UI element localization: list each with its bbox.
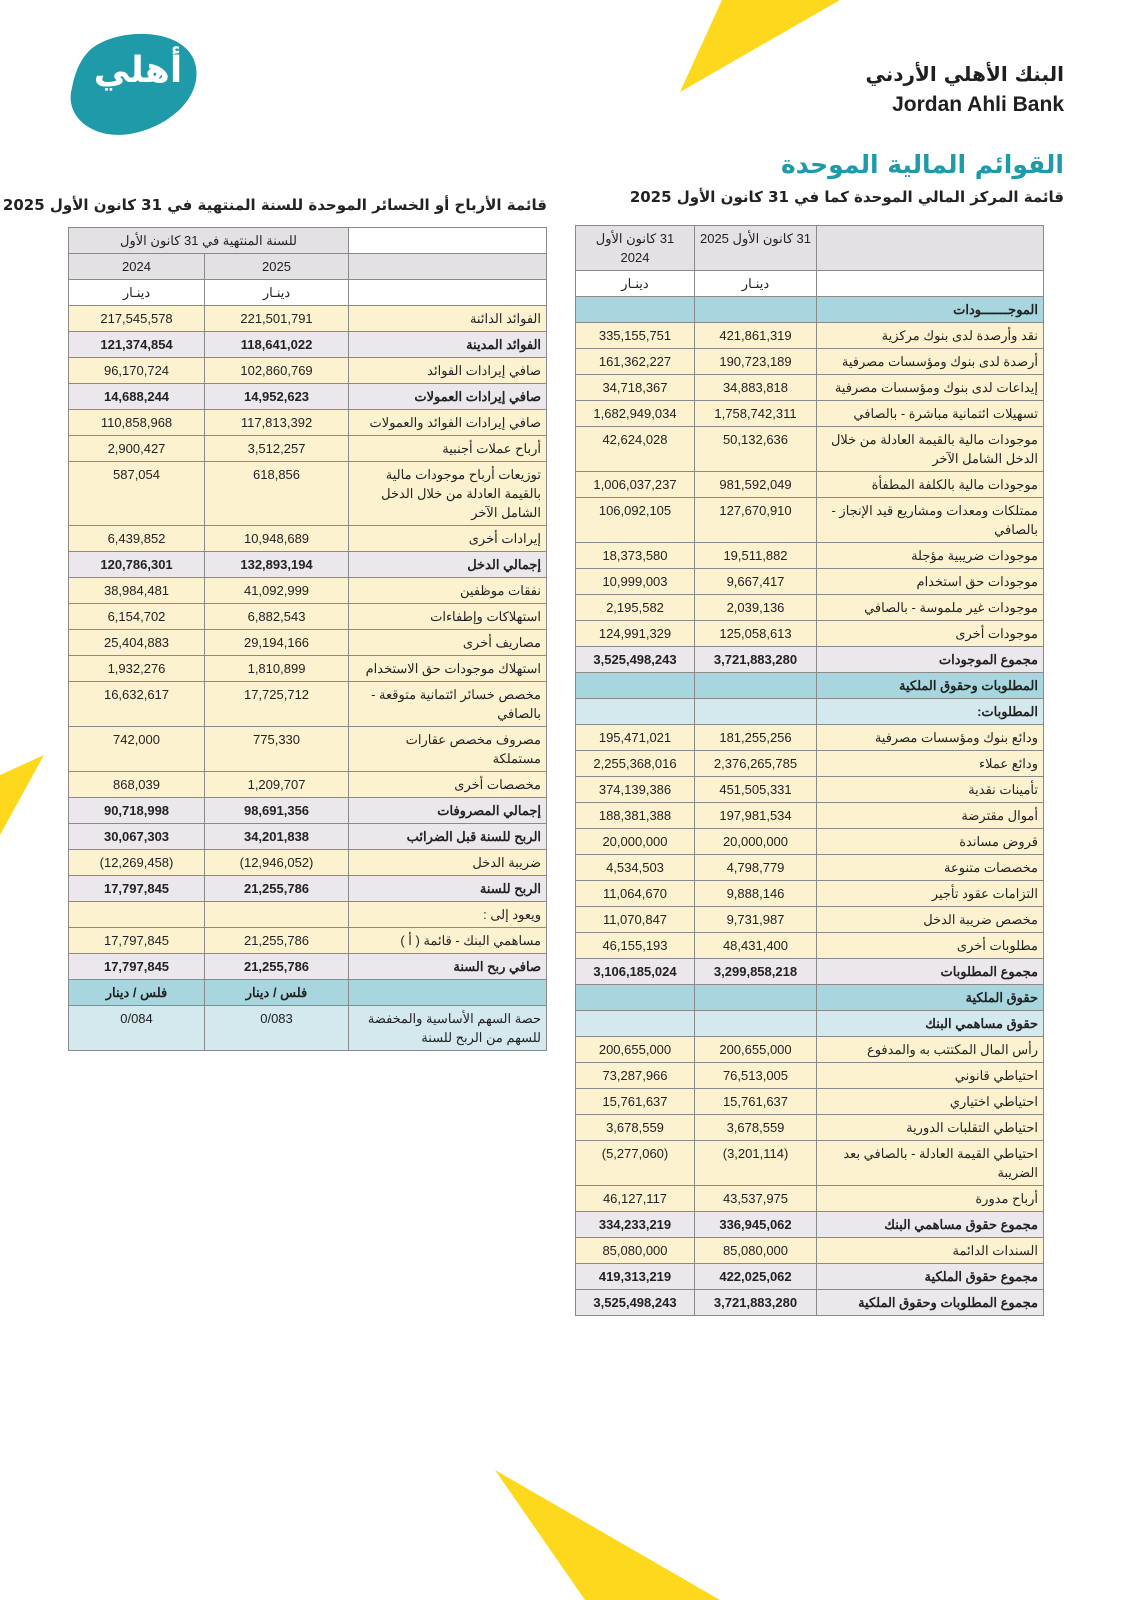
table-row xyxy=(69,332,547,358)
value-2025: 21,255,786 xyxy=(205,928,349,954)
row-label: نقد وأرصدة لدى بنوك مركزية xyxy=(817,323,1044,349)
value-2025: 19,511,882 xyxy=(695,543,817,569)
value-2025: 3,721,883,280 xyxy=(695,647,817,673)
value-2025: 17,725,712 xyxy=(205,682,349,727)
value-2024: 85,080,000 xyxy=(576,1238,695,1264)
value-2024 xyxy=(576,673,695,699)
column-header-2024: 2024 xyxy=(69,254,205,280)
value-2024: 16,632,617 xyxy=(69,682,205,727)
balance-sheet-title: قائمة المركز المالي الموحدة كما في 31 كانون الأول 2025 xyxy=(629,188,1064,206)
value-2025: 15,761,637 xyxy=(695,1089,817,1115)
value-2025: 422,025,062 xyxy=(695,1264,817,1290)
row-label: ودائع بنوك ومؤسسات مصرفية xyxy=(817,725,1044,751)
value-2025: 3,678,559 xyxy=(695,1115,817,1141)
yellow-shape-bottom xyxy=(495,1470,725,1600)
value-2024: 4,534,503 xyxy=(576,855,695,881)
row-label: مصروف مخصص عقارات مستملكة xyxy=(349,727,547,772)
row-label: نفقات موظفين xyxy=(349,578,547,604)
table-row xyxy=(576,349,1044,375)
value-2024: 334,233,219 xyxy=(576,1212,695,1238)
value-2025: 336,945,062 xyxy=(695,1212,817,1238)
table-row xyxy=(69,436,547,462)
row-label: صافي إيرادات العمولات xyxy=(349,384,547,410)
table-row xyxy=(69,526,547,552)
value-2024: 121,374,854 xyxy=(69,332,205,358)
value-2024: 161,362,227 xyxy=(576,349,695,375)
value-2025: 43,537,975 xyxy=(695,1186,817,1212)
row-label: صافي إيرادات الفوائد والعمولات xyxy=(349,410,547,436)
table-row xyxy=(69,772,547,798)
row-label: مجموع المطلوبات xyxy=(817,959,1044,985)
table-row xyxy=(576,699,1044,725)
value-2024: 587,054 xyxy=(69,462,205,526)
row-label: إجمالي المصروفات xyxy=(349,798,547,824)
value-2025: 20,000,000 xyxy=(695,829,817,855)
value-2024: 2,195,582 xyxy=(576,595,695,621)
yellow-shape-top xyxy=(680,0,840,95)
value-2025 xyxy=(695,1011,817,1037)
income-statement-title: قائمة الأرباح أو الخسائر الموحدة للسنة المنتهية في 31 كانون الأول 2025 xyxy=(2,196,547,214)
table-row xyxy=(576,595,1044,621)
unit-2024: دينـار xyxy=(69,280,205,306)
value-2024: 188,381,388 xyxy=(576,803,695,829)
table-row xyxy=(576,725,1044,751)
row-label: حقوق الملكية xyxy=(817,985,1044,1011)
value-2025 xyxy=(695,985,817,1011)
table-row xyxy=(69,410,547,436)
row-label: الفوائد الدائنة xyxy=(349,306,547,332)
value-2025: 127,670,910 xyxy=(695,498,817,543)
value-2025: 200,655,000 xyxy=(695,1037,817,1063)
year-label-cell xyxy=(349,254,547,280)
value-2024: 17,797,845 xyxy=(69,876,205,902)
value-2024: 6,154,702 xyxy=(69,604,205,630)
table-row xyxy=(576,907,1044,933)
row-label: المطلوبات: xyxy=(817,699,1044,725)
value-2025: 190,723,189 xyxy=(695,349,817,375)
value-2024: 200,655,000 xyxy=(576,1037,695,1063)
table-row xyxy=(576,1037,1044,1063)
value-2024: 124,991,329 xyxy=(576,621,695,647)
column-header-2025: 2025 xyxy=(205,254,349,280)
value-2024: 374,139,386 xyxy=(576,777,695,803)
value-2024 xyxy=(576,985,695,1011)
value-2024: 14,688,244 xyxy=(69,384,205,410)
value-2025: 3,299,858,218 xyxy=(695,959,817,985)
row-label: موجودات ضريبية مؤجلة xyxy=(817,543,1044,569)
table-row xyxy=(69,552,547,578)
table-row xyxy=(69,980,547,1006)
value-2025: 85,080,000 xyxy=(695,1238,817,1264)
table-row xyxy=(576,647,1044,673)
row-label: إيرادات أخرى xyxy=(349,526,547,552)
value-2024: 18,373,580 xyxy=(576,543,695,569)
row-label: الموجـــــــودات xyxy=(817,297,1044,323)
value-2024: 195,471,021 xyxy=(576,725,695,751)
row-label: إجمالي الدخل xyxy=(349,552,547,578)
value-2024: فلس / دينار xyxy=(69,980,205,1006)
row-label: مجموع حقوق الملكية xyxy=(817,1264,1044,1290)
value-2025: (12,946,052) xyxy=(205,850,349,876)
row-label: مجموع الموجودات xyxy=(817,647,1044,673)
value-2025: 21,255,786 xyxy=(205,876,349,902)
bank-name-arabic: البنك الأهلي الأردني xyxy=(865,62,1064,86)
bank-logo xyxy=(70,30,200,136)
row-label: قروض مساندة xyxy=(817,829,1044,855)
balance-sheet-rows xyxy=(576,297,1044,1316)
row-label: الفوائد المدينة xyxy=(349,332,547,358)
value-2024: 17,797,845 xyxy=(69,954,205,980)
value-2025: 29,194,166 xyxy=(205,630,349,656)
value-2024: 6,439,852 xyxy=(69,526,205,552)
value-2025: 6,882,543 xyxy=(205,604,349,630)
row-label: مطلوبات أخرى xyxy=(817,933,1044,959)
table-row xyxy=(576,881,1044,907)
table-row xyxy=(576,1238,1044,1264)
value-2025: 14,952,623 xyxy=(205,384,349,410)
table-row xyxy=(576,323,1044,349)
table-row xyxy=(69,727,547,772)
header-label-cell xyxy=(349,228,547,254)
value-2024: 90,718,998 xyxy=(69,798,205,824)
value-2025: 98,691,356 xyxy=(205,798,349,824)
table-row xyxy=(69,824,547,850)
row-label: مجموع حقوق مساهمي البنك xyxy=(817,1212,1044,1238)
row-label xyxy=(349,980,547,1006)
table-row xyxy=(576,1264,1044,1290)
value-2024: 419,313,219 xyxy=(576,1264,695,1290)
table-row xyxy=(576,1011,1044,1037)
value-2024: 120,786,301 xyxy=(69,552,205,578)
row-label: موجودات مالية بالكلفة المطفأة xyxy=(817,472,1044,498)
table-row xyxy=(576,1290,1044,1316)
table-row xyxy=(576,543,1044,569)
value-2024: 3,106,185,024 xyxy=(576,959,695,985)
row-label: الربح للسنة قبل الضرائب xyxy=(349,824,547,850)
table-row xyxy=(576,621,1044,647)
value-2025: 775,330 xyxy=(205,727,349,772)
table-row xyxy=(69,604,547,630)
value-2024: (12,269,458) xyxy=(69,850,205,876)
table-row xyxy=(576,1115,1044,1141)
value-2025: (3,201,114) xyxy=(695,1141,817,1186)
table-row xyxy=(69,656,547,682)
value-2024: 1,682,949,034 xyxy=(576,401,695,427)
row-label: أرباح عملات أجنبية xyxy=(349,436,547,462)
income-statement-table xyxy=(68,227,547,1051)
value-2024: 34,718,367 xyxy=(576,375,695,401)
value-2024: 17,797,845 xyxy=(69,928,205,954)
value-2025: 221,501,791 xyxy=(205,306,349,332)
value-2024: 868,039 xyxy=(69,772,205,798)
value-2024: 15,761,637 xyxy=(576,1089,695,1115)
row-label: السندات الدائمة xyxy=(817,1238,1044,1264)
row-label: موجودات مالية بالقيمة العادلة من خلال الدخل الشامل الآخر xyxy=(817,427,1044,472)
value-2025: 76,513,005 xyxy=(695,1063,817,1089)
bank-name-english: Jordan Ahli Bank xyxy=(892,93,1064,116)
income-statement-rows xyxy=(69,306,547,1051)
value-2024: 217,545,578 xyxy=(69,306,205,332)
row-label: موجودات أخرى xyxy=(817,621,1044,647)
value-2024: 38,984,481 xyxy=(69,578,205,604)
value-2025: 50,132,636 xyxy=(695,427,817,472)
table-row xyxy=(576,1089,1044,1115)
row-label: تسهيلات ائتمانية مباشرة - بالصافي xyxy=(817,401,1044,427)
unit-2025: دينـار xyxy=(695,271,817,297)
column-header-2024: 31 كانون الأول 2024 xyxy=(576,226,695,271)
value-2024: 46,127,117 xyxy=(576,1186,695,1212)
table-row xyxy=(69,850,547,876)
value-2024: 3,678,559 xyxy=(576,1115,695,1141)
row-label: التزامات عقود تأجير xyxy=(817,881,1044,907)
value-2025: 981,592,049 xyxy=(695,472,817,498)
value-2024 xyxy=(576,297,695,323)
table-row xyxy=(576,1186,1044,1212)
value-2024: 2,255,368,016 xyxy=(576,751,695,777)
table-row xyxy=(576,751,1044,777)
value-2024 xyxy=(576,1011,695,1037)
value-2024: 3,525,498,243 xyxy=(576,1290,695,1316)
value-2024: 2,900,427 xyxy=(69,436,205,462)
table-row xyxy=(576,1212,1044,1238)
row-label: المطلوبات وحقوق الملكية xyxy=(817,673,1044,699)
value-2025 xyxy=(695,699,817,725)
table-row xyxy=(576,1141,1044,1186)
row-label: احتياطي التقلبات الدورية xyxy=(817,1115,1044,1141)
value-2025: 118,641,022 xyxy=(205,332,349,358)
table-row xyxy=(69,902,547,928)
row-label: حصة السهم الأساسية والمخفضة للسهم من الربح للسنة xyxy=(349,1006,547,1051)
value-2024: 1,932,276 xyxy=(69,656,205,682)
value-2025: 4,798,779 xyxy=(695,855,817,881)
row-label: حقوق مساهمي البنك xyxy=(817,1011,1044,1037)
value-2024: 73,287,966 xyxy=(576,1063,695,1089)
value-2025: 451,505,331 xyxy=(695,777,817,803)
value-2025: 132,893,194 xyxy=(205,552,349,578)
table-row xyxy=(576,803,1044,829)
row-label: أرباح مدورة xyxy=(817,1186,1044,1212)
period-header-text: للسنة المنتهية في 31 كانون الأول xyxy=(120,233,297,248)
table-row xyxy=(576,959,1044,985)
value-2025: 2,039,136 xyxy=(695,595,817,621)
table-row xyxy=(69,928,547,954)
value-2025: 125,058,613 xyxy=(695,621,817,647)
table-row xyxy=(69,358,547,384)
table-row xyxy=(69,1006,547,1051)
value-2024: 20,000,000 xyxy=(576,829,695,855)
balance-sheet-table xyxy=(575,225,1044,1316)
value-2024: 742,000 xyxy=(69,727,205,772)
row-label: أرصدة لدى بنوك ومؤسسات مصرفية xyxy=(817,349,1044,375)
row-label: إيداعات لدى بنوك ومؤسسات مصرفية xyxy=(817,375,1044,401)
row-label: تأمينات نقدية xyxy=(817,777,1044,803)
table-row xyxy=(69,630,547,656)
table-row xyxy=(69,462,547,526)
value-2025: 197,981,534 xyxy=(695,803,817,829)
value-2024: 25,404,883 xyxy=(69,630,205,656)
table-row xyxy=(576,297,1044,323)
row-label: صافي ربح السنة xyxy=(349,954,547,980)
row-label: مخصص ضريبة الدخل xyxy=(817,907,1044,933)
table-row xyxy=(576,1063,1044,1089)
value-2025: 9,888,146 xyxy=(695,881,817,907)
value-2025: 117,813,392 xyxy=(205,410,349,436)
value-2025: 34,201,838 xyxy=(205,824,349,850)
row-label: مجموع المطلوبات وحقوق الملكية xyxy=(817,1290,1044,1316)
value-2025: 102,860,769 xyxy=(205,358,349,384)
value-2025: 2,376,265,785 xyxy=(695,751,817,777)
value-2025: 1,810,899 xyxy=(205,656,349,682)
row-label: أموال مقترضة xyxy=(817,803,1044,829)
row-label: مصاريف أخرى xyxy=(349,630,547,656)
row-label: استهلاك موجودات حق الاستخدام xyxy=(349,656,547,682)
value-2024: 46,155,193 xyxy=(576,933,695,959)
value-2025: 0/083 xyxy=(205,1006,349,1051)
value-2024: 30,067,303 xyxy=(69,824,205,850)
row-label: صافي إيرادات الفوائد xyxy=(349,358,547,384)
table-row xyxy=(576,777,1044,803)
value-2024: 11,070,847 xyxy=(576,907,695,933)
header-label-cell xyxy=(817,226,1044,271)
unit-label-cell xyxy=(349,280,547,306)
page-title: القوائم المالية الموحدة xyxy=(780,150,1064,179)
value-2024: 42,624,028 xyxy=(576,427,695,472)
column-header-2025: 31 كانون الأول 2025 xyxy=(695,226,817,271)
value-2025: 181,255,256 xyxy=(695,725,817,751)
row-label: موجودات حق استخدام xyxy=(817,569,1044,595)
value-2025: 3,512,257 xyxy=(205,436,349,462)
unit-label-cell xyxy=(817,271,1044,297)
row-label: رأس المال المكتتب به والمدفوع xyxy=(817,1037,1044,1063)
value-2024: 3,525,498,243 xyxy=(576,647,695,673)
row-label: توزيعات أرباح موجودات مالية بالقيمة العادلة من خلال الدخل الشامل الآخر xyxy=(349,462,547,526)
table-row xyxy=(69,384,547,410)
value-2025: 41,092,999 xyxy=(205,578,349,604)
table-row xyxy=(576,985,1044,1011)
yellow-shape-left xyxy=(0,755,45,835)
value-2025 xyxy=(695,673,817,699)
table-row xyxy=(576,472,1044,498)
value-2025 xyxy=(205,902,349,928)
table-row xyxy=(576,427,1044,472)
value-2025: 34,883,818 xyxy=(695,375,817,401)
table-row xyxy=(576,569,1044,595)
table-row xyxy=(576,673,1044,699)
value-2025: 3,721,883,280 xyxy=(695,1290,817,1316)
row-label: ضريبة الدخل xyxy=(349,850,547,876)
unit-2024: دينـار xyxy=(576,271,695,297)
row-label: موجودات غير ملموسة - بالصافي xyxy=(817,595,1044,621)
value-2025: 421,861,319 xyxy=(695,323,817,349)
table-row xyxy=(576,933,1044,959)
value-2024: 106,092,105 xyxy=(576,498,695,543)
table-row xyxy=(576,401,1044,427)
unit-2025: دينـار xyxy=(205,280,349,306)
row-label: مخصص خسائر ائتمانية متوقعة - بالصافي xyxy=(349,682,547,727)
value-2024: 0/084 xyxy=(69,1006,205,1051)
row-label: الربح للسنة xyxy=(349,876,547,902)
value-2025: 1,758,742,311 xyxy=(695,401,817,427)
row-label: مساهمي البنك - قائمة ( أ ) xyxy=(349,928,547,954)
value-2024: 1,006,037,237 xyxy=(576,472,695,498)
table-row xyxy=(69,578,547,604)
row-label: مخصصات أخرى xyxy=(349,772,547,798)
value-2024 xyxy=(69,902,205,928)
table-row xyxy=(69,876,547,902)
value-2024: (5,277,060) xyxy=(576,1141,695,1186)
value-2025 xyxy=(695,297,817,323)
value-2024: 11,064,670 xyxy=(576,881,695,907)
value-2024: 335,155,751 xyxy=(576,323,695,349)
row-label: احتياطي القيمة العادلة - بالصافي بعد الضريبة xyxy=(817,1141,1044,1186)
value-2024: 10,999,003 xyxy=(576,569,695,595)
value-2024: 110,858,968 xyxy=(69,410,205,436)
value-2025: 1,209,707 xyxy=(205,772,349,798)
row-label: ودائع عملاء xyxy=(817,751,1044,777)
row-label: استهلاكات وإطفاءات xyxy=(349,604,547,630)
value-2025: 21,255,786 xyxy=(205,954,349,980)
value-2025: 9,667,417 xyxy=(695,569,817,595)
value-2024: 96,170,724 xyxy=(69,358,205,384)
value-2025: 48,431,400 xyxy=(695,933,817,959)
value-2025: 9,731,987 xyxy=(695,907,817,933)
table-row xyxy=(69,954,547,980)
value-2025: فلس / دينار xyxy=(205,980,349,1006)
table-row xyxy=(576,375,1044,401)
value-2025: 10,948,689 xyxy=(205,526,349,552)
row-label: احتياطي قانوني xyxy=(817,1063,1044,1089)
row-label: احتياطي اختياري xyxy=(817,1089,1044,1115)
period-header xyxy=(69,228,349,254)
table-row xyxy=(576,855,1044,881)
table-row xyxy=(69,306,547,332)
table-row xyxy=(576,829,1044,855)
logo-text: أهلي xyxy=(93,50,183,91)
table-row xyxy=(576,498,1044,543)
row-label: مخصصات متنوعة xyxy=(817,855,1044,881)
table-row xyxy=(69,798,547,824)
row-label: ممتلكات ومعدات ومشاريع قيد الإنجاز - بالصافي xyxy=(817,498,1044,543)
value-2024 xyxy=(576,699,695,725)
table-row xyxy=(69,682,547,727)
value-2025: 618,856 xyxy=(205,462,349,526)
row-label: ويعود إلى : xyxy=(349,902,547,928)
